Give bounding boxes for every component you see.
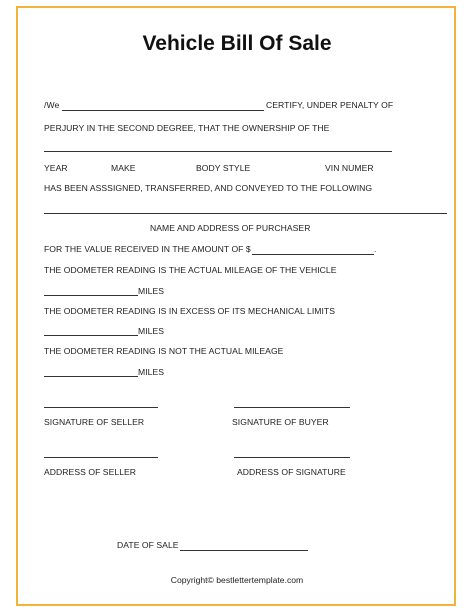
body-style-label: BODY STYLE [196, 163, 251, 173]
miles-label-1: MILES [138, 286, 165, 296]
year-label: YEAR [44, 163, 68, 173]
purchaser-label: NAME AND ADDRESS OF PURCHASER [150, 223, 311, 233]
seller-address-line[interactable] [44, 457, 158, 458]
vin-label: VIN NUMER [325, 163, 374, 173]
seller-signature-label: SIGNATURE OF SELLER [44, 417, 145, 427]
value-period: . [374, 244, 377, 254]
purchaser-line[interactable] [44, 213, 447, 214]
seller-name-line[interactable] [62, 110, 264, 111]
odometer-not-text: THE ODOMETER READING IS NOT THE ACTUAL MILEAGE [44, 346, 284, 356]
perjury-text: PERJURY IN THE SECOND DEGREE, THAT THE OWNERSHIP OF THE [44, 123, 330, 133]
miles-line-1[interactable] [44, 295, 138, 296]
seller-signature-line[interactable] [44, 407, 158, 408]
signature-address-label: ADDRESS OF SIGNATURE [237, 467, 346, 477]
buyer-signature-label: SIGNATURE OF BUYER [232, 417, 329, 427]
odometer-excess-text: THE ODOMETER READING IS IN EXCESS OF ITS MECHANICAL LIMITS [44, 306, 335, 316]
miles-line-3[interactable] [44, 376, 138, 377]
copyright-footer: Copyright© bestlettertemplate.com [170, 575, 304, 585]
seller-address-label: ADDRESS OF SELLER [44, 467, 137, 477]
vehicle-description-line[interactable] [44, 151, 392, 152]
amount-line[interactable] [252, 254, 374, 255]
value-text: FOR THE VALUE RECEIVED IN THE AMOUNT OF $ [44, 244, 251, 254]
certify-text: CERTIFY, UNDER PENALTY OF [266, 100, 394, 110]
buyer-signature-line[interactable] [234, 407, 350, 408]
date-of-sale-line[interactable] [180, 550, 308, 551]
we-label: /We [44, 100, 60, 110]
odometer-actual-text: THE ODOMETER READING IS THE ACTUAL MILEAGE OF THE VEHICLE [44, 265, 337, 275]
miles-line-2[interactable] [44, 335, 138, 336]
make-label: MAKE [111, 163, 136, 173]
date-of-sale-label: DATE OF SALE [117, 540, 179, 550]
miles-label-3: MILES [138, 367, 165, 377]
assigned-text: HAS BEEN ASSSIGNED, TRANSFERRED, AND CONVEYED TO THE FOLLOWING [44, 183, 373, 193]
document-title: Vehicle Bill Of Sale [142, 32, 332, 55]
miles-label-2: MILES [138, 326, 165, 336]
signature-address-line[interactable] [234, 457, 350, 458]
